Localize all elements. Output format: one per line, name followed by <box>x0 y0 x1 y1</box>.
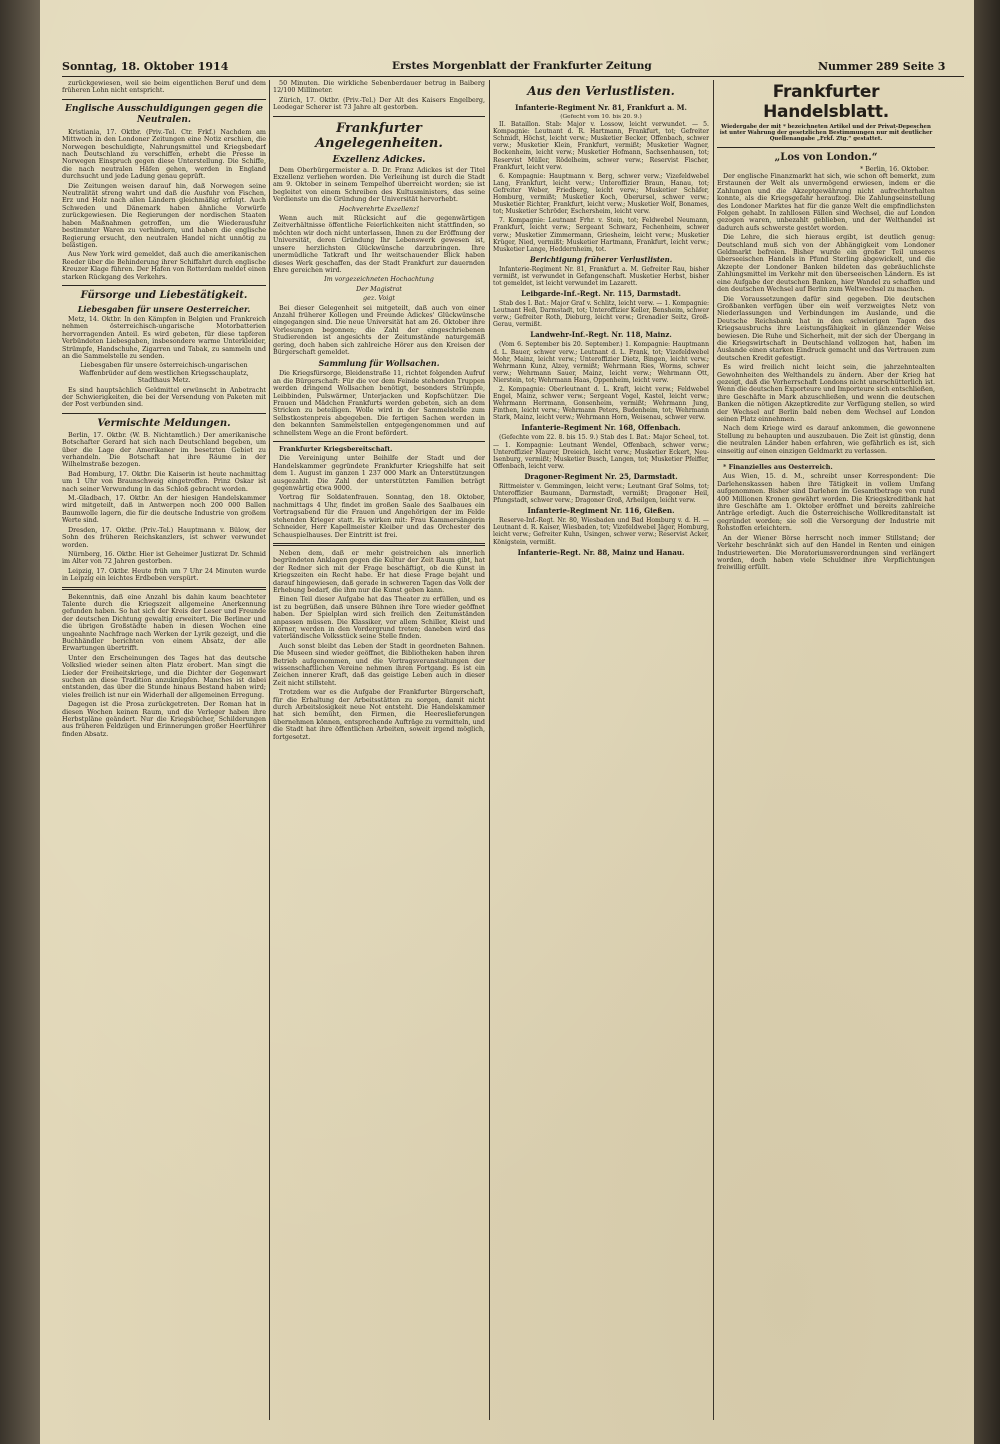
header-date: Sonntag, 18. Oktober 1914 <box>62 60 229 73</box>
book-binding-right <box>974 0 1000 1444</box>
subheadline-dragoner-25: Dragoner-Regiment Nr. 25, Darmstadt. <box>524 471 678 481</box>
article-text: Dem Oberbürgermeister a. D. Dr. Franz Adickes ist der Titel Exzellenz verliehen worden. Die Verleihung ist durch die Stadt am 9. Oktober in seinem Tempelhof überreicht worden; sie ist begleitet von einem Schreiben des Kultusministers, das seine Verdienste um die Gründung der Universität hervorhebt. <box>273 165 485 204</box>
article-text: Nach dem Kriege wird es darauf ankommen, die gewonnene Stellung zu behaupten und auszubauen. Die Zeit ist günstig, denn die neutralen Länder haben erfahren, wie gefährlich es ist, sich einseitig auf einen einzigen Geldmarkt zu verlassen. <box>717 424 935 455</box>
list-text: (Vom 6. September bis 20. September.) 1. Kompagnie: Hauptmann d. L. Bauer, schwer verw.; Leutnant d. L. Frank, tot; Vizefeldwebel Mohr, Mainz, leicht verw.; Unteroffizier Dietz, Bingen, leicht verw.; Wehrmann Kunz, Alzey, vermißt; Wehrmann Ries, Worms, schwer verw.; Wehrmann Sauer, Mainz, leicht verw.; Wehrmann Ott, Nierstein, tot; Wehrmann Haas, Oppenheim, leicht verw. <box>493 341 709 384</box>
subheadline-regiment-118: Landwehr-Inf.-Regt. Nr. 118, Mainz. <box>530 330 672 340</box>
subheadline-liebesgaben: Liebesgaben für unsere Oesterreicher. <box>77 303 251 314</box>
headline-verlustlisten: Aus den Verlustlisten. <box>527 84 675 98</box>
column-rule <box>269 80 270 1420</box>
list-text: Rittmeister v. Gemmingen, leicht verw.; Leutnant Graf Solms, tot; Unteroffizier Baumann, Darmstadt, vermißt; Dragoner Heil, Pfungstadt, schwer verw.; Dragoner Groß, Arheilgen, leicht verw. <box>493 482 709 505</box>
subheadline-regiment-81: Infanterie-Regiment Nr. 81, Frankfurt a. M. <box>515 103 687 112</box>
subheadline-adickes: Exzellenz Adickes. <box>332 154 426 165</box>
article-text: Wenn auch mit Rücksicht auf die gegenwärtigen Zeitverhältnisse öffentliche Feierlichkeiten nicht stattfinden, so möchten wir doch nicht unterlassen, Ihnen zu der Eröffnung der Universität, deren Gründung Ihr Lebenswerk gewesen ist, unsere herzlichsten Glückwünsche darzubringen. Ihre unermüdliche Tatkraft und Ihr weitschauender Blick haben dieses Werk geschaffen, das der Stadt Frankfurt zur dauernden Ehre gereichen wird. <box>273 214 485 274</box>
article-text: Bad Homburg, 17. Oktbr. Die Kaiserin ist heute nachmittag um 1 Uhr von Braunschweig eingetroffen. Prinz Oskar ist nach seiner Verwundung in das Schloß gebracht worden. <box>62 469 266 493</box>
article-text: Vortrag für Soldatenfrauen. Sonntag, den 18. Oktober, nachmittags 4 Uhr, findet im großen Saale des Saalbaues ein Vortragsabend für die Frauen und Angehörigen der im Felde stehenden Krieger statt. Es wirken mit: Frau Kammersängerin Schneider, Herr Kapellmeister Kleiber und das Orchester des Schauspielhauses. Der Eintritt ist frei. <box>273 493 485 539</box>
article-text: Die Lehre, die sich hieraus ergibt, ist deutlich genug: Deutschland muß sich von der Abhängigkeit vom Londoner Geldmarkt befreien. Bisher wurde ein großer Teil unseres überseeischen Handels in Pfund Sterling abgewickelt, und die Akzepte der Londoner Banken bildeten das gebräuchlichste Zahlungsmittel im Verkehr mit den überseeischen Ländern. Es ist eine Aufgabe der deutschen Banken, hier Wandel zu schaffen und den deutschen Wechsel auf Berlin zum Weltwechsel zu machen. <box>717 233 935 294</box>
feuilleton-divider <box>62 587 266 590</box>
subheadline-regiment-88: Infanterie-Regt. Nr. 88, Mainz und Hanau. <box>517 547 685 557</box>
article-text: Berlin, 17. Oktbr. (W. B. Nichtamtlich.) Der amerikanische Botschafter Gerard hat sich nach Deutschland begeben, um über die Lage der Amerikaner im besetzten Gebiet zu verhandeln. Die Botschaft hat ihre Räume in der Wilhelmstraße bezogen. <box>62 430 266 469</box>
article-text: Liebesgaben für unsere österreichisch-ungarischen Waffenbrüder auf dem westlichen Kriegsschauplatz, Stadthaus Metz. <box>79 361 249 385</box>
list-text: Infanterie-Regiment Nr. 81, Frankfurt a. M. Gefreiter Rau, bisher vermißt, ist verwundet in Gefangenschaft. Musketier Herbst, bisher tot gemeldet, ist leicht verwundet im Lazarett. <box>493 265 709 287</box>
header-rule <box>62 76 964 77</box>
signature-voigt: gez. Voigt <box>363 294 395 303</box>
article-text: Frankfurter Kriegsbereitschaft. <box>279 445 393 454</box>
list-text: 2. Kompagnie: Oberleutnant d. L. Kraft, leicht verw.; Feldwebel Engel, Mainz, schwer verw.; Sergeant Vogel, Kastel, leicht verw.; Wehrmann Herrmann, Gonsenheim, vermißt; Wehrmann Jung, Finthen, leicht verw.; Wehrmann Peters, Budenheim, tot; Wehrmann Stark, Mainz, leicht verw.; Wehrmann Horn, Weisenau, schwer verw. <box>493 386 709 422</box>
article-text: 50 Minuten. Die wirkliche Sebenberdauer betrug in Baiberg 12/100 Millimeter. <box>273 80 485 95</box>
article-text: Die Zeitungen weisen darauf hin, daß Norwegen seine Neutralität streng wahrt und daß die Ausfuhr von Fischen, Erz und Holz nach allen Ländern gleichmäßig erfolgt. Auch Schweden und Dänemark haben ähnliche Vorwürfe zurückgewiesen. Die Regierungen der nordischen Staaten haben Maßnahmen getroffen, um die Wiederausfuhr bestimmter Waren zu verhindern, und haben die englische Regierung ersucht, den neutralen Handel nicht unnötig zu belästigen. <box>62 181 266 249</box>
header-page-number: Nummer 289 Seite 3 <box>818 60 946 73</box>
subheadline-wollsachen: Sammlung für Wollsachen. <box>318 358 440 369</box>
headline-englische: Englische Ausschuldigungen gegen die Neutralen. <box>64 103 264 125</box>
article-text: M.-Gladbach, 17. Oktbr. An der hiesigen Handelskammer wird mitgeteilt, daß in Antwerpen noch 200 000 Ballen Baumwolle lagern, die für die deutsche Industrie von großem Werte sind. <box>62 494 266 525</box>
feuilleton-text: Einen Teil dieser Aufgabe hat das Theater zu erfüllen, und es ist zu begrüßen, daß unsere Bühnen ihre Tore wieder geöffnet haben. Der Spielplan wird sich freilich den Zeitumständen anpassen müssen. Die Klassiker, vor allem Schiller, Kleist und Körner, werden in den Vordergrund treten; daneben wird das vaterländische Volksstück seine Stelle finden. <box>273 595 485 641</box>
headline-fuersorge: Fürsorge und Liebestätigkeit. <box>80 289 248 301</box>
headline-finanzielles: * Finanzielles aus Oesterreich. <box>723 463 833 472</box>
subheadline-regiment-115: Leibgarde-Inf.-Regt. Nr. 115, Darmstadt. <box>521 289 681 299</box>
article-text: Bei dieser Gelegenheit sei mitgeteilt, daß auch von einer Anzahl früherer Kollegen und Freunde Adickes' Glückwünsche eingegangen sind. Die neue Universität hat am 26. Oktober ihre Vorlesungen begonnen; die Zahl der eingeschriebenen Studierenden ist angesichts der Zeitumstände naturgemäß gering, doch haben sich zahlreiche Hörer aus den Kreisen der Bürgerschaft gemeldet. <box>273 303 485 356</box>
subheadline-regiment-168: Infanterie-Regiment Nr. 168, Offenbach. <box>521 423 681 433</box>
column-rule <box>489 80 490 1420</box>
divider <box>273 441 485 442</box>
article-text: Zürich, 17. Oktbr. (Priv.-Tel.) Der Alt des Kaisers Engelberg, Leodegar Scherer ist 73 Jahre alt gestorben. <box>273 95 485 112</box>
feuilleton-text: Neben dem, daß er mehr geistreichen als innerlich begründeten Anklagen gegen die Kultur der Zeit Raum gibt, hat der Redner sich mit der Frage beschäftigt, ob die Kunst in Kriegszeiten ein Recht habe. Er hat diese Frage bejaht und darauf hingewiesen, daß gerade in schweren Tagen das Volk der Erhebung bedarf, die ihm nur die Kunst geben kann. <box>273 548 485 594</box>
list-text: Reserve-Inf.-Regt. Nr. 80, Wiesbaden und Bad Homburg v. d. H. — Leutnant d. R. Kaiser, Wiesbaden, tot; Vizefeldwebel Jäger, Homburg, leicht verw.; Gefreiter Kuhn, Usingen, schwer verw.; Reservist Acker, Königstein, vermißt. <box>493 517 709 546</box>
feuilleton-text: Unter den Erscheinungen des Tages hat das deutsche Volkslied wieder seinen alten Platz erobert. Man singt die Lieder der Freiheitskriege, und die Dichter der Gegenwart suchen an diese Tradition anzuknüpfen. Manches ist dabei entstanden, das über die Stunde hinaus Bestand haben wird; vieles freilich ist nur ein Widerhall der allgemeinen Erregung. <box>62 653 266 699</box>
column-1 <box>62 80 266 1420</box>
article-text: zurückgewiesen, weil sie beim eigentlichen Beruf und dem früheren Lohn nicht entspricht. <box>62 80 266 95</box>
list-text: 6. Kompagnie: Hauptmann v. Berg, schwer verw.; Vizefeldwebel Lang, Frankfurt, leicht verw.; Unteroffizier Braun, Hanau, tot; Gefreiter Weber, Friedberg, leicht verw.; Musketier Schäfer, Homburg, vermißt; Musketier Koch, Oberursel, schwer verw.; Musketier Richter, Frankfurt, leicht verw.; Musketier Wolf, Bonames, tot; Musketier Schröder, Eschersheim, leicht verw. <box>493 172 709 216</box>
article-text: Metz, 14. Oktbr. In den Kämpfen in Belgien und Frankreich nehmen österreichisch-ungarische Motorbatterien hervorragenden Anteil. Es wird gebeten, für diese tapferen Verbündeten Liebesgaben, insbesondere warme Unterkleider, Strümpfe, Handschuhe, Zigarren und Tabak, zu sammeln und an die Sammelstelle zu senden. <box>62 314 266 360</box>
book-binding-left <box>0 0 40 1444</box>
feuilleton-text: Dagegen ist die Prosa zurückgetreten. Der Roman hat in diesen Wochen keinen Raum, und die Verleger haben ihre Herbstpläne geändert. Nur die Kriegsbücher, Schilderungen aus früheren Feldzügen und Erinnerungen großer Heerführer finden Absatz. <box>62 700 266 738</box>
divider <box>62 413 266 414</box>
masthead-handelsblatt: Frankfurter Handelsblatt. <box>763 82 889 122</box>
feuilleton-text: Trotzdem war es die Aufgabe der Frankfurter Bürgerschaft, für die Erhaltung der Arbeitsstätten zu sorgen, damit nicht durch Arbeitslosigkeit neue Not entsteht. Die Handelskammer hat sich bemüht, den Firmen, die Heereslieferungen übernehmen können, entsprechende Aufträge zu vermitteln, und die Stadt hat ihre öffentlichen Arbeiten, soweit irgend möglich, fortgesetzt. <box>273 688 485 741</box>
dateline: (Gefecht vom 10. bis 20. 9.) <box>560 114 642 120</box>
list-text: 7. Kompagnie: Leutnant Frhr. v. Stein, tot; Feldwebel Neumann, Frankfurt, leicht verw.; Sergeant Schwarz, Fechenheim, schwer verw.; Musketier Zimmermann, Griesheim, leicht verw.; Musketier Krüger, Nied, vermißt; Musketier Hartmann, Frankfurt, leicht verw.; Musketier Lange, Heddernheim, tot. <box>493 217 709 253</box>
masthead-note: Wiedergabe der mit * bezeichneten Artikel und der Privat-Depeschen ist unter Wahrung der gesetzlichen Bestimmungen nur mit deutlicher Quellenangabe „Frkf. Ztg.“ gestattet. <box>719 124 933 143</box>
headline-los-von-london: „Los von London.“ <box>774 151 878 163</box>
subheadline-berichtigung: Berichtigung früherer Verlustlisten. <box>529 254 673 264</box>
list-text: Stab des I. Bat.: Major Graf v. Schlitz, leicht verw. — 1. Kompagnie: Leutnant Heß, Darmstadt, tot; Unteroffizier Keller, Bensheim, schwer verw.; Gefreiter Roth, Dieburg, leicht verw.; Grenadier Seitz, Groß-Gerau, vermißt. <box>493 300 709 329</box>
article-text: Aus Wien, 15. d. M., schreibt unser Korrespondent: Die Darlehenskassen haben ihre Tätigkeit in vollem Umfang aufgenommen. Bisher sind Darlehen im Gesamtbetrage von rund 400 Millionen Kronen gewährt worden. Die Kriegskreditbank hat ihre Geschäfte am 1. Oktober eröffnet und bereits zahlreiche Anträge erledigt. Auch die Österreichische Wollkreditanstalt ist gegründet worden; sie soll die Versorgung der Industrie mit Rohstoffen erleichtern. <box>717 472 935 533</box>
article-text: Der englische Finanzmarkt hat sich, wie schon oft bemerkt, zum Erstaunen der Welt als unvermögend erwiesen, indem er die Zahlungen und die Akzeptgewährung nicht aufrechterhalten konnte, als die Kriegsgefahr heraufzog. Die Zahlungseinstellung des Londoner Marktes hat für die ganze Welt die empfindlichsten Folgen gehabt. In zahllosen Fällen sind Wechsel, die auf London gezogen waren, unbezahlt geblieben, und der Welthandel ist dadurch aufs schwerste gestört worden. <box>717 172 935 232</box>
article-text: Es sind hauptsächlich Geldmittel erwünscht in Anbetracht der Schwierigkeiten, die bei der Versendung von Paketen mit der Post verbunden sind. <box>62 385 266 409</box>
column-4 <box>717 80 935 1420</box>
article-text: Dresden, 17. Oktbr. (Priv.-Tel.) Hauptmann v. Bülow, der Sohn des früheren Reichskanzlers, ist schwer verwundet worden. <box>62 525 266 549</box>
article-text: Leipzig, 17. Oktbr. Heute früh um 7 Uhr 24 Minuten wurde in Leipzig ein leichtes Erdbeben verspürt. <box>62 566 266 583</box>
dateline-berlin: * Berlin, 16. Oktober. <box>859 164 929 173</box>
article-text: Die Vereinigung unter Beihilfe der Stadt und der Handelskammer gegründete Frankfurter Kriegshilfe hat seit dem 1. August im ganzen 1 237 000 Mark an Unterstützungen ausgezahlt. Die Zahl der unterstützten Familien beträgt gegenwärtig etwa 9000. <box>273 454 485 493</box>
column-3 <box>493 80 709 1420</box>
feuilleton-text: Auch sonst bleibt das Leben der Stadt in geordneten Bahnen. Die Museen sind wieder geöffnet, die Bibliotheken haben ihren Betrieb aufgenommen, und die Vortragsveranstaltungen der wissenschaftlichen Vereine nehmen ihren Fortgang. Es ist ein Zeichen innerer Kraft, daß das geistige Leben auch in dieser Zeit nicht stillsteht. <box>273 641 485 687</box>
article-text: Nürnberg, 16. Oktbr. Hier ist Geheimer Justizrat Dr. Schmid im Alter von 72 Jahren gestorben. <box>62 549 266 566</box>
headline-vermischte: Vermischte Meldungen. <box>97 417 231 429</box>
article-text: Es wird freilich nicht leicht sein, die jahrzehntealten Gewohnheiten des Welthandels zu ändern. Aber der Krieg hat gezeigt, daß die Vorherrschaft Londons nicht unerschütterlich ist. Wenn die deutschen Exporteure und Importeure sich entschließen, ihre Geschäfte in Mark abzuschließen, und wenn die deutschen Banken die nötigen Akzeptkredite zur Verfügung stellen, so wird der Wechsel auf Berlin bald neben dem Wechsel auf London seinen Platz einnehmen. <box>717 363 935 424</box>
list-text: (Gefechte vom 22. 8. bis 15. 9.) Stab des I. Bat.: Major Scheel, tot. — 1. Kompagnie: Leutnant Wendel, Offenbach, schwer verw.; Unteroffizier Maurer, Dreieich, leicht verw.; Musketier Eckert, Neu-Isenburg, vermißt; Musketier Busch, Langen, tot; Musketier Pfeiffer, Offenbach, leicht verw. <box>493 434 709 470</box>
newspaper-page <box>40 0 974 1444</box>
header-paper-title: Erstes Morgenblatt der Frankfurter Zeitung <box>392 60 652 72</box>
signature-magistrat: Der Magistrat <box>356 284 402 293</box>
divider <box>717 459 935 460</box>
subheadline-regiment-116: Infanterie-Regiment Nr. 116, Gießen. <box>527 506 675 516</box>
feuilleton-text: Bekenntnis, daß eine Anzahl bis dahin kaum beachteter Talente durch die Kriegszeit allgemeine Anerkennung gefunden haben. So hat sich der Kreis der Leser und Freunde der deutschen Dichtung gewaltig erweitert. Die Berliner und die übrigen Großstädte haben in diesen Wochen eine ungeahnte Nachfrage nach Werken der Lyrik gezeigt, und die Buchhändler berichten von einem Absatz, der alle Erwartungen übertrifft. <box>62 592 266 653</box>
divider <box>62 99 266 100</box>
article-text: Kristiania, 17. Oktbr. (Priv.-Tel. Ctr. Frkf.) Nachdem am Mittwoch in den Londoner Zeitungen eine Notiz erschien, die Norwegen beschuldigte, Nahrungsmittel und Kriegsbedarf nach Deutschland zu verschiffen, erhebt die Presse in Norwegen Einspruch gegen diese Unterstellung. Die Schiffe, die nach neutralen Häfen gehen, werden in England durchsucht und jede Ladung genau geprüft. <box>62 127 266 181</box>
divider <box>717 147 935 148</box>
article-text: Aus New York wird gemeldet, daß auch die amerikanischen Reeder über die Behinderung ihrer Schiffahrt durch englische Kreuzer Klage führen. Der Hafen von Rotterdam meldet einen starken Rückgang des Verkehrs. <box>62 250 266 281</box>
column-rule <box>713 80 714 1420</box>
salutation: Hochverehrte Exzellenz! <box>338 204 420 213</box>
closing: Im vorgezeichneten Hochachtung <box>324 275 434 284</box>
list-text: II. Bataillon. Stab: Major v. Lossow, leicht verwundet. — 5. Kompagnie: Leutnant d. R. Hartmann, Frankfurt, tot; Gefreiter Schmidt, Höchst, leicht verw.; Musketier Becker, Offenbach, schwer verw.; Musketier Klein, Frankfurt, vermißt; Musketier Wagner, Bockenheim, leicht verw.; Musketier Hofmann, Sachsenhausen, tot; Reservist Müller, Rödelheim, schwer verw.; Reservist Fischer, Frankfurt, leicht verw. <box>493 121 709 171</box>
article-text: Die Kriegsfürsorge, Bleidenstraße 11, richtet folgenden Aufruf an die Bürgerschaft: Für die vor dem Feinde stehenden Truppen werden dringend Wollsachen benötigt, besonders Strümpfe, Leibbinden, Pulswärmer, Unterjacken und Kopfschützer. Die Frauen und Mädchen Frankfurts werden gebeten, sich an dem Stricken zu beteiligen. Wolle wird in der Sammelstelle zum Selbstkostenpreis abgegeben. Die fertigen Sachen werden in den bekannten Sammelstellen entgegengenommen und auf schnellstem Wege an die Front befördert. <box>273 369 485 437</box>
divider <box>62 285 266 286</box>
article-text: Die Voraussetzungen dafür sind gegeben. Die deutschen Großbanken verfügen über ein weit verzweigtes Netz von Niederlassungen und Verbindungen im Auslande, und die Deutsche Reichsbank hat in den schwierigen Tagen des Kriegsausbruchs ihre Leistungsfähigkeit in glänzender Weise bewiesen. Die Ruhe und Sicherheit, mit der sich der Übergang in die Kriegswirtschaft in Deutschland vollzogen hat, haben im Auslande einen starken Eindruck gemacht und das Vertrauen zum deutschen Kredit gefestigt. <box>717 294 935 362</box>
column-2 <box>273 80 485 1420</box>
article-text: An der Wiener Börse herrscht noch immer Stillstand; der Verkehr beschränkt sich auf den Handel in Renten und einigen Industriewerten. Die Moratoriumsverordnungen sind verlängert worden, doch haben viele Schuldner ihre Verpflichtungen freiwillig erfüllt. <box>717 533 935 572</box>
headline-frankfurter-angelegenheiten: Frankfurter Angelegenheiten. <box>315 120 443 151</box>
feuilleton-divider <box>273 543 485 546</box>
divider <box>273 116 485 117</box>
